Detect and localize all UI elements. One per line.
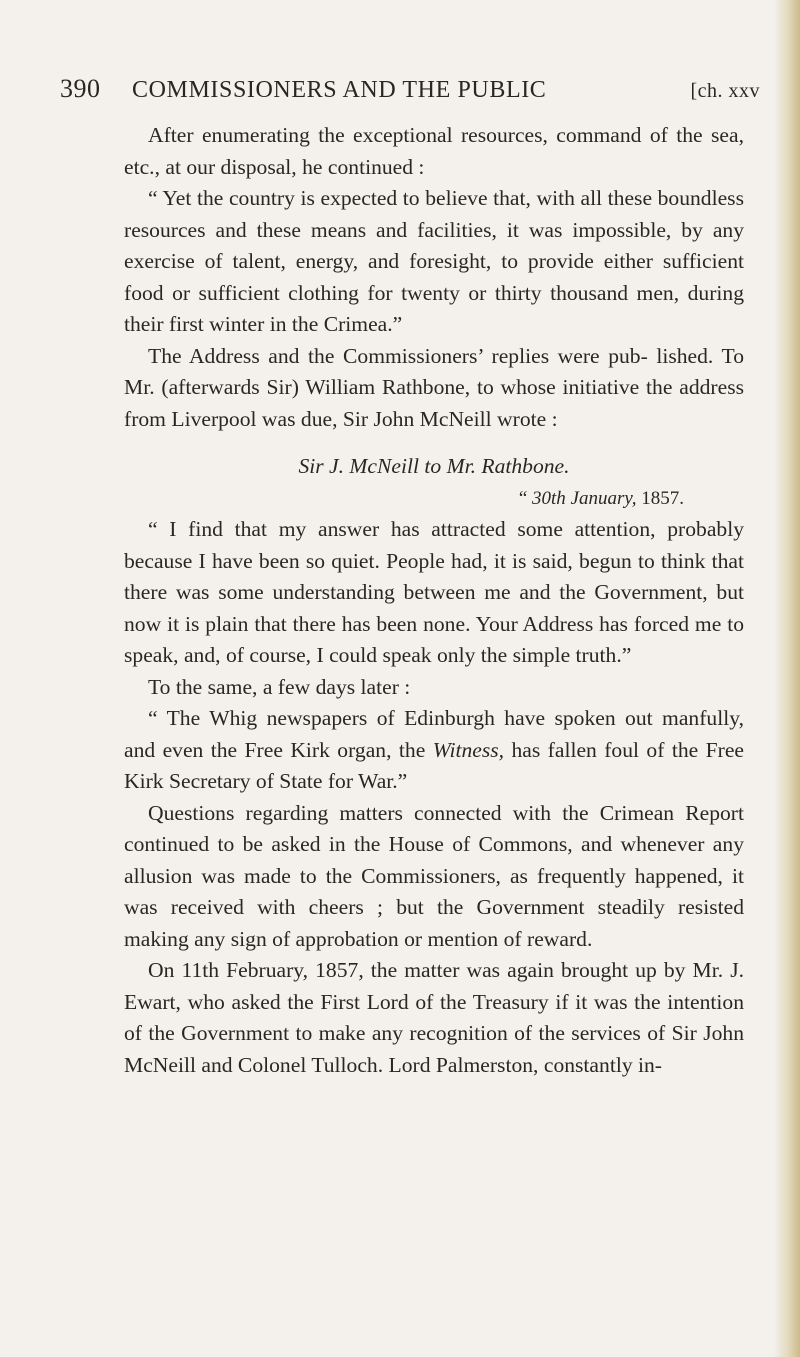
quotation: [124, 703, 744, 798]
quote-text: has fallen foul of the Free Kirk Secretary of State for War.”: [124, 737, 744, 793]
page-number: 390: [60, 74, 101, 103]
quotation: “ Yet the country is expected to believe that, with all these boundless resources and these means and facilities, it was impossible, by any exercise of talent, energy, and foresight, to provide either sufficient food or sufficient clothing for twenty or thirty thousand men, during their first winter in the Crimea.”: [124, 186, 744, 336]
date-year: 1857.: [636, 487, 684, 509]
quote-text: “ The Whig newspapers of Edinburgh have spoken out manfully, and even the Free Kirk organ, the: [124, 706, 744, 762]
letter-heading: Sir J. McNeill to Mr. Rathbone.: [298, 454, 570, 478]
paragraph: To the same, a few days later :: [148, 674, 411, 699]
date-open-quote: “: [518, 487, 532, 509]
chapter-reference: [ch. xxv: [690, 80, 760, 102]
paragraph: After enumerating the exceptional resources, command of the sea, etc., at our disposal, he continued :: [124, 123, 744, 179]
date-day-month: 30th January,: [532, 487, 637, 509]
page-edge-shading: [774, 0, 800, 1357]
running-head-title: COMMISSIONERS AND THE PUBLIC: [132, 77, 547, 103]
paragraph: Questions regarding matters connected with the Crimean Report continued to be asked in the House of Commons, and whenever any allusion was made to the Commissioners, as frequently happened, it was received with cheers ; but the Government steadily resisted making any sign of approbation or mention of reward.: [124, 800, 744, 951]
newspaper-title: Witness,: [432, 737, 505, 762]
body-text: [124, 120, 744, 1081]
running-head: [60, 74, 760, 114]
letter-date: [124, 483, 744, 515]
paragraph: The Address and the Commissioners’ replies were pub- lished. To Mr. (afterwards Sir) William Rathbone, to whose initiative the address from Liverpool was due, Sir John McNeill wrote :: [124, 343, 744, 431]
book-page: [60, 74, 760, 1081]
letter-body: “ I find that my answer has attracted some attention, probably because I have been so quiet. People had, it is said, begun to think that there was some understanding between me and the Government, but now it is plain that there has been none. Your Address has forced me to speak, and, of course, I could speak only the simple truth.”: [124, 517, 744, 667]
paragraph: On 11th February, 1857, the matter was again brought up by Mr. J. Ewart, who asked the First Lord of the Treasury if it was the intention of the Government to make any recognition of the services of Sir John McNeill and Colonel Tulloch. Lord Palmerston, constantly in-: [124, 958, 744, 1077]
